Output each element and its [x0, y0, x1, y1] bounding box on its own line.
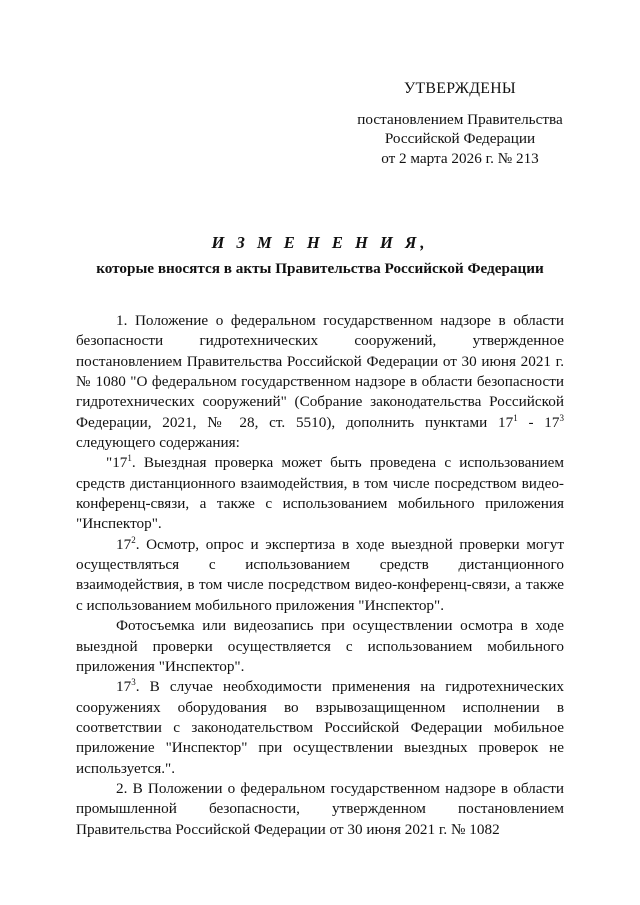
paragraph-1 — [76, 311, 564, 453]
paragraph-photo — [76, 616, 564, 677]
paragraph-text: Фотосъемка или видеозапись при осуществлении осмотра в ходе выездной проверки осуществляется с использованием мобильного приложения "Инспектор". — [76, 617, 564, 675]
paragraph-text: . Выездная проверка может быть проведена с использованием средств дистанционного взаимодействия, в том числе посредством видео-конференц-связи, а также с использованием мобильного приложения "Инспектор". — [76, 454, 564, 533]
paragraph-text: 2. В Положении о федеральном государственном надзоре в области промышленной безопасности, утвержденном постановлением Правительства Российской Федерации от 30 июня 2021 г. № 1082 — [76, 779, 564, 838]
superscript: 2 — [131, 534, 136, 545]
paragraph-text: . В случае необходимости применения на гидротехнических сооружениях оборудования во взрывозащищенном исполнении в соответствии с законодательством Российской Федерации мобильное приложение "Инспектор" при осуществлении выездных проверок не используется.". — [76, 678, 564, 777]
superscript: 3 — [131, 677, 136, 688]
paragraph-17-1 — [76, 453, 564, 534]
paragraph-2 — [76, 779, 564, 840]
approval-line: Российской Федерации — [384, 130, 536, 147]
approval-title: УТВЕРЖДЕНЫ — [403, 80, 516, 97]
paragraph-text: - 17 — [517, 413, 560, 431]
paragraph-text: "17 — [106, 454, 128, 472]
superscript: 1 — [127, 453, 132, 464]
paragraph-text: 17 — [116, 535, 132, 553]
approval-date: от 2 марта 2026 г. № 213 — [381, 149, 539, 167]
paragraph-text: 17 — [116, 678, 132, 696]
paragraph-17-3 — [76, 677, 564, 779]
superscript: 3 — [559, 412, 564, 423]
approval-stamp — [340, 79, 580, 168]
document-heading — [60, 233, 580, 279]
heading-title: И З М Е Н Е Н И Я, — [211, 233, 429, 252]
paragraph-17-2 — [76, 535, 564, 616]
document-body — [76, 311, 564, 840]
superscript: 1 — [513, 412, 518, 423]
paragraph-text: 1. Положение о федеральном государственном надзоре в области безопасности гидротехнических сооружений, утвержденное постановлением Правительства Российской Федерации от 30 июня 2021 г. № 1080 "О федеральном государственном надзоре в области безопасности гидротехнических сооружений" (Собрание законодательства Российской Федерации, 2021, № 28, ст. 5510), дополнить пунктами 17 — [76, 312, 564, 431]
heading-subtitle: которые вносятся в акты Правительства Российской Федерации — [96, 260, 544, 277]
paragraph-text: . Осмотр, опрос и экспертиза в ходе выездной проверки могут осуществляться с использованием средств дистанционного взаимодействия, в том числе посредством видео-конференц-связи, а также с использованием мобильного приложения "Инспектор". — [76, 535, 564, 614]
paragraph-text: следующего содержания: — [76, 434, 240, 452]
approval-line: постановлением Правительства — [357, 110, 563, 128]
